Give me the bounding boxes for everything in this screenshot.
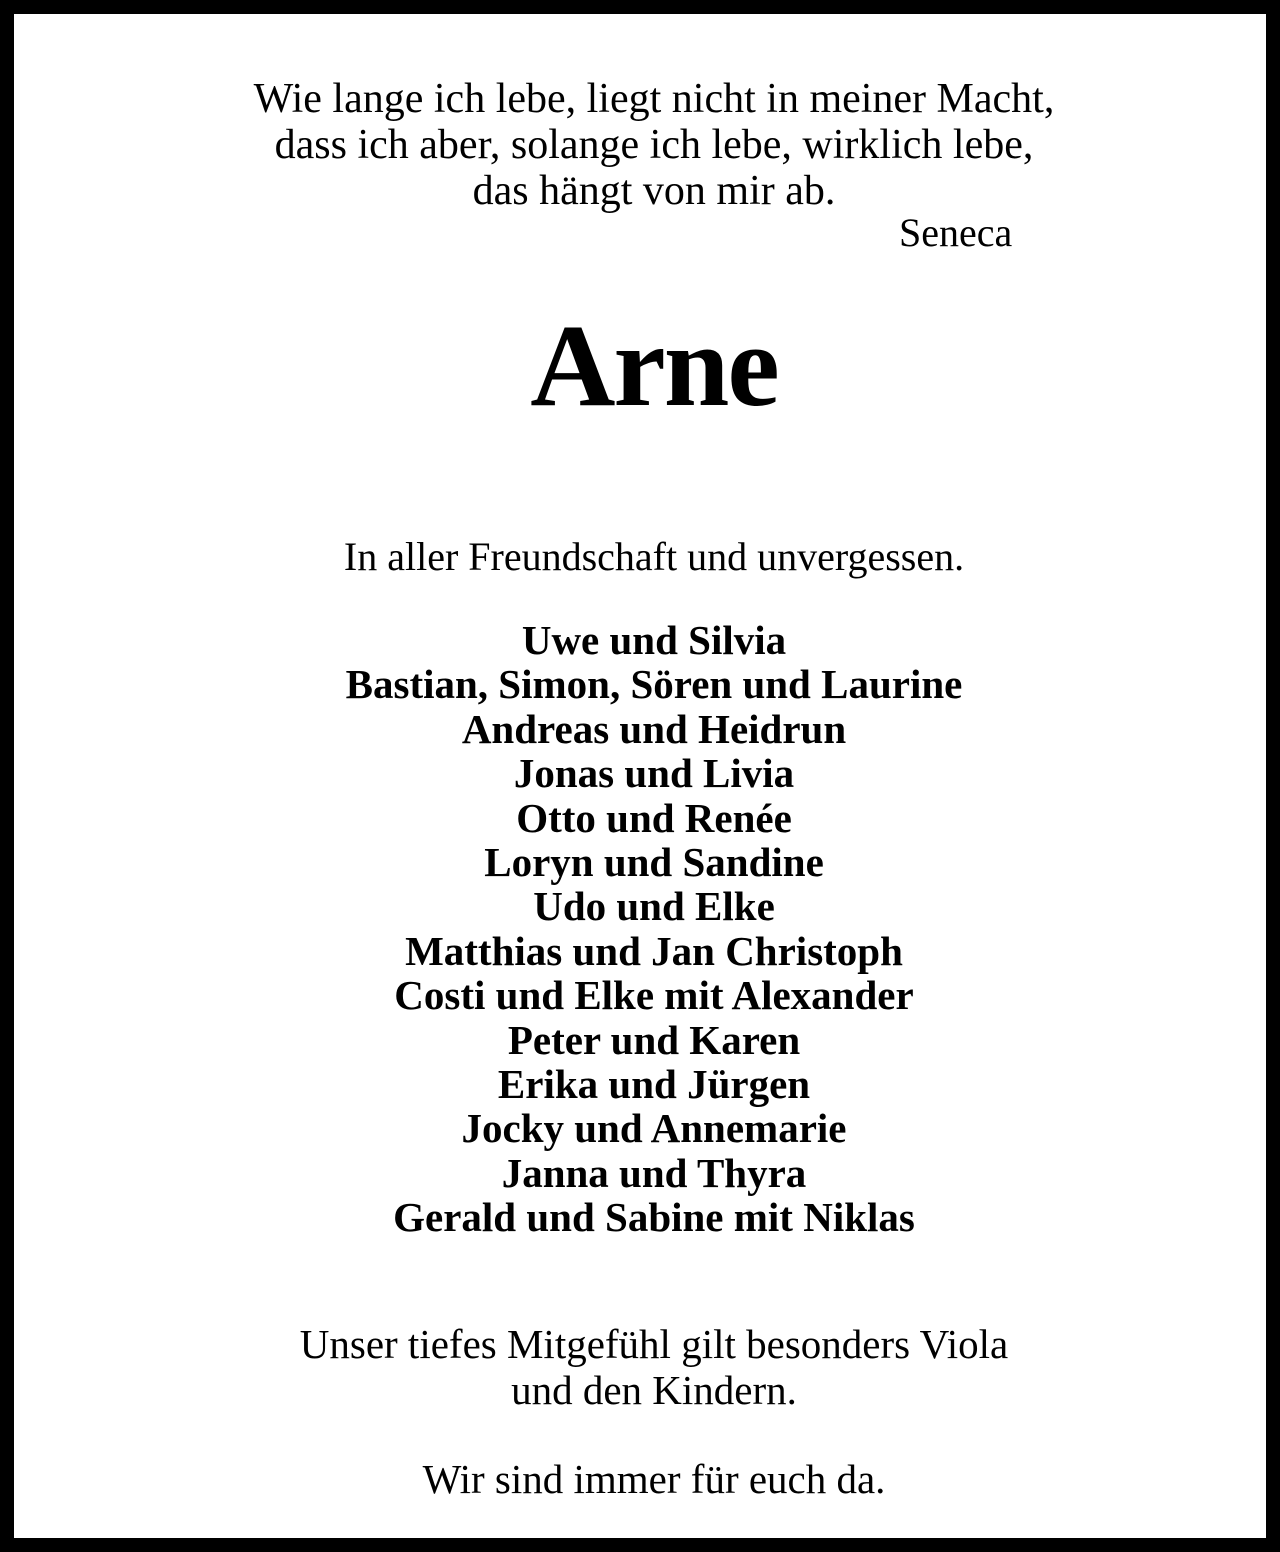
- signer-line: Peter und Karen: [507, 1016, 801, 1063]
- quote-author: Seneca: [899, 210, 1013, 255]
- signer-line: Andreas und Heidrun: [461, 705, 847, 752]
- signer-line: Janna und Thyra: [501, 1149, 807, 1196]
- sympathy-line: Unser tiefes Mitgefühl gilt besonders Viola: [299, 1321, 1009, 1367]
- signer-line: Loryn und Sandine: [484, 839, 824, 886]
- quote: [14, 76, 1280, 214]
- signer-line: Uwe und Silvia: [521, 617, 787, 663]
- signer-line: Matthias und Jan Christoph: [405, 927, 903, 974]
- signer-line: Otto und Renée: [516, 794, 792, 841]
- sympathy-text: [14, 1321, 1280, 1413]
- quote-line: Wie lange ich lebe, liegt nicht in meiner Macht,: [253, 76, 1055, 122]
- signers-list: [14, 618, 1280, 1240]
- signer-line: Jonas und Livia: [513, 750, 795, 797]
- signer-line: Gerald und Sabine mit Niklas: [393, 1194, 915, 1241]
- closing-text: Wir sind immer für euch da.: [422, 1456, 886, 1502]
- signer-line: Udo und Elke: [533, 883, 775, 930]
- sympathy-line: und den Kindern.: [511, 1367, 797, 1413]
- signer-line: Costi und Elke mit Alexander: [394, 972, 914, 1019]
- signer-line: Bastian, Simon, Sören und Laurine: [345, 661, 963, 708]
- intro-text: In aller Freundschaft und unvergessen.: [343, 534, 965, 579]
- signer-line: Jocky und Annemarie: [461, 1105, 847, 1152]
- deceased-name: Arne: [530, 300, 778, 431]
- signer-line: Erika und Jürgen: [497, 1061, 811, 1108]
- quote-line: dass ich aber, solange ich lebe, wirklich lebe,: [274, 122, 1034, 168]
- quote-line: das hängt von mir ab.: [472, 168, 836, 214]
